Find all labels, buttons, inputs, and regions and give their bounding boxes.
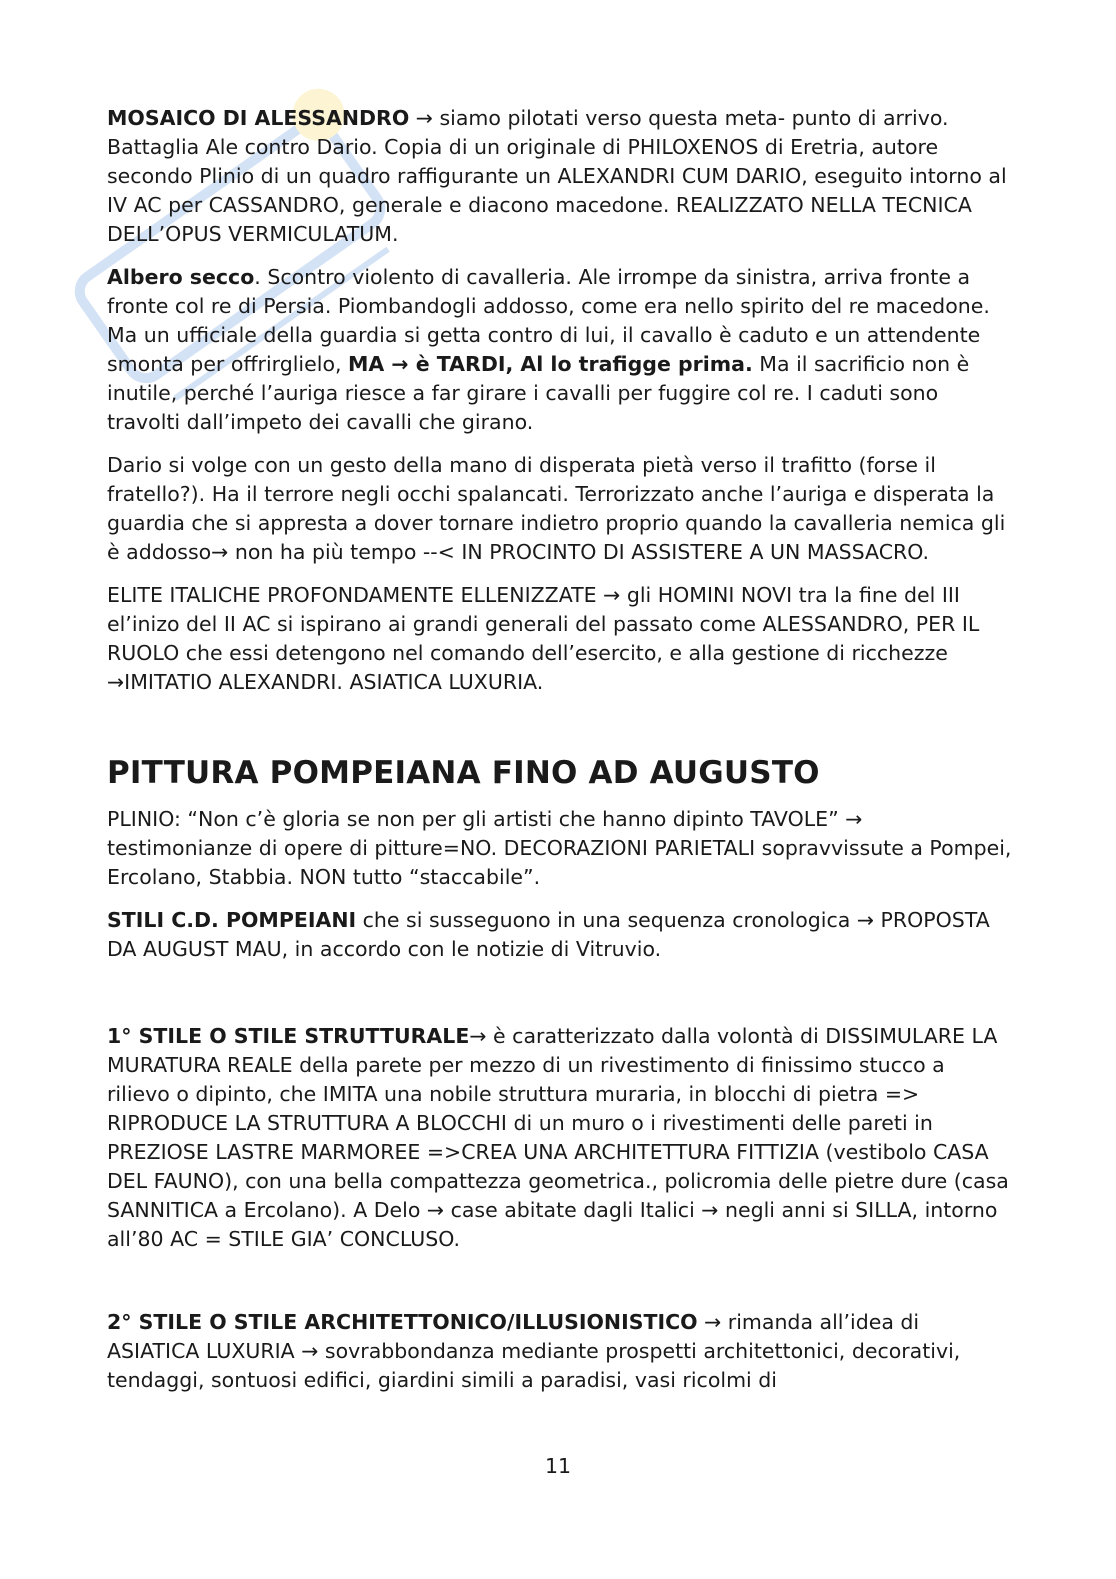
paragraph-secondo-stile-title: 2° STILE O STILE ARCHITETTONICO/ILLUSIONISTICO (107, 1310, 698, 1334)
paragraph-primo-stile-title: 1° STILE O STILE STRUTTURALE (107, 1024, 470, 1048)
paragraph-mosaico-text: → siamo pilotati verso questa meta- punto di arrivo. Battaglia Ale contro Dario. Copia di un originale di PHILOXENOS di Eretria, autore secondo Plinio di un quadro raffigurante un ALEXANDRI CUM DARIO, eseguito intorno al IV AC per CASSANDRO, generale e diacono macedone. REALIZZATO NELLA TECNICA DELL’OPUS VERMICULATUM. (107, 106, 1007, 246)
section-heading: PITTURA POMPEIANA FINO AD AUGUSTO (107, 755, 820, 791)
page-number: 11 (544, 1454, 572, 1478)
paragraph-mosaico (107, 104, 1012, 249)
paragraph-mosaico-title: MOSAICO DI ALESSANDRO (107, 106, 410, 130)
paragraph-albero-text: . Scontro violento di cavalleria. Ale irrompe da sinistra, arriva fronte a fronte col re di Persia. Piombandogli addosso, come era nello spirito del re macedone. Ma un ufficiale della guardia si getta contro di lui, il cavallo è caduto e un attendente smonta per offrirglielo, (107, 265, 990, 376)
paragraph-plinio-text: PLINIO: “Non c’è gloria se non per gli artisti che hanno dipinto TAVOLE” → testimonianze di opere di pitture=NO. DECORAZIONI PARIETALI sopravvissute a Pompei, Ercolano, Stabbia. NON tutto “staccabile”. (107, 807, 1012, 889)
spacer (107, 978, 1012, 1022)
paragraph-dario-text: Dario si volge con un gesto della mano di disperata pietà verso il trafitto (forse il fratello?). Ha il terrore negli occhi spalancati. Terrorizzato anche l’auriga e disperata la guardia che si appresta a dover tornare indietro proprio quando la cavalleria nemica gli è addosso→ non ha più tempo --< IN PROCINTO DI ASSISTERE A UN MASSACRO. (107, 453, 1006, 564)
document-body (107, 104, 1012, 1409)
paragraph-stili (107, 906, 1012, 964)
paragraph-albero-title: Albero secco (107, 265, 255, 289)
paragraph-dario (107, 451, 1012, 567)
paragraph-albero-secco (107, 263, 1012, 437)
paragraph-stili-text: che si susseguono in una sequenza cronologica → PROPOSTA DA AUGUST MAU, in accordo con le notizie di Vitruvio. (107, 908, 990, 961)
paragraph-secondo-stile (107, 1308, 1012, 1395)
paragraph-albero-text-end: Ma il sacrificio non è inutile, perché l’auriga riesce a far girare i cavalli per fuggire col re. I caduti sono travolti dall’impeto dei cavalli che girano. (107, 352, 970, 434)
paragraph-albero-emphasis: MA → è TARDI, Al lo trafigge prima. (348, 352, 753, 376)
paragraph-primo-stile (107, 1022, 1012, 1254)
paragraph-elite (107, 581, 1012, 697)
paragraph-stili-title: STILI C.D. POMPEIANI (107, 908, 357, 932)
paragraph-plinio (107, 805, 1012, 892)
paragraph-elite-text: ELITE ITALICHE PROFONDAMENTE ELLENIZZATE → gli HOMINI NOVI tra la fine del III el’inizo del II AC si ispirano ai grandi generali del passato come ALESSANDRO, PER IL RUOLO che essi detengono nel comando dell’esercito, e alla gestione di ricchezze →IMITATIO ALEXANDRI. ASIATICA LUXURIA. (107, 583, 980, 694)
spacer (107, 1268, 1012, 1308)
paragraph-secondo-stile-text: → rimanda all’idea di ASIATICA LUXURIA → sovrabbondanza mediante prospetti architettonici, decorativi, tendaggi, sontuosi edifici, giardini simili a paradisi, vasi ricolmi di (107, 1310, 961, 1392)
paragraph-primo-stile-text: → è caratterizzato dalla volontà di DISSIMULARE LA MURATURA REALE della parete per mezzo di un rivestimento di finissimo stucco a rilievo o dipinto, che IMITA una nobile struttura muraria, in blocchi di pietra => RIPRODUCE LA STRUTTURA A BLOCCHI di un muro o i rivestimenti delle pareti in PREZIOSE LASTRE MARMOREE =>CREA UNA ARCHITETTURA FITTIZIA (vestibolo CASA DEL FAUNO), con una bella compattezza geometrica., policromia delle pietre dure (casa SANNITICA a Ercolano). A Delo → case abitate dagli Italici → negli anni si SILLA, intorno all’80 AC = STILE GIA’ CONCLUSO. (107, 1024, 1009, 1251)
